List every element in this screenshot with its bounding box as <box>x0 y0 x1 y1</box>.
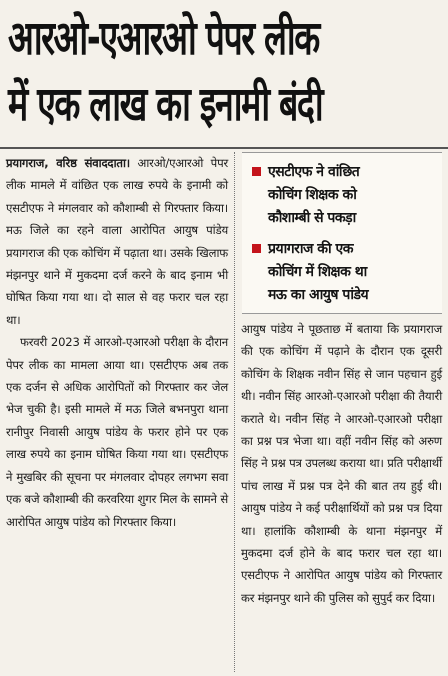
dateline: प्रयागराज, वरिष्ठ संवाददाता। <box>6 156 130 170</box>
right-column <box>241 318 442 609</box>
left-paragraph-1-text: आरओ/एआरओ पेपर लीक मामले में वांछित एक लाख रुपये के इनामी को एसटीएफ ने मंगलवार को कौशाम्बी से गिरफ्तार किया। मऊ जिले का रहने वाला आरोपित आयुष पांडेय प्रयागराज की एक कोचिंग में पढ़ाता था। उसके खिलाफ मंझनपुर थाने में मुकदमा दर्ज करने के बाद इनाम भी घोषित किया गया था। दो साल से वह फरार चल रहा था। <box>6 156 228 327</box>
left-paragraph-1 <box>6 152 228 331</box>
left-paragraph-2: फरवरी 2023 में आरओ-एआरओ परीक्षा के दौरान पेपर लीक का मामला आया था। एसटीएफ अब तक एक दर्जन से अधिक आरोपितों को गिरफ्तार कर जेल भेज चुकी है। इसी मामले में मऊ जिले बभनपुरा थाना रानीपुर निवासी आयुष पांडेय के फरार होने पर एक लाख रुपये का इनाम घोषित किया गया था। एसटीएफ ने मुखबिर की सूचना पर मंगलवार दोपहर लगभग सवा एक बजे कौशाम्बी की करवरिया शुगर मिल के सामने से आरोपित आयुष पांडेय को गिरफ्तार किया। <box>6 335 228 529</box>
red-square-bullet-icon <box>252 244 261 253</box>
highlight-2-line-2: कोचिंग में शिक्षक था <box>268 264 367 280</box>
column-divider <box>234 152 236 672</box>
right-paragraph-1: आयुष पांडेय ने पूछताछ में बताया कि प्रयागराज की एक कोचिंग में पढ़ाने के दौरान एक दूसरी कोचिंग के शिक्षक नवीन सिंह से जान पहचान हुई थी। नवीन सिंह आरओ-एआरओ परीक्षा की तैयारी कराते थे। नवीन सिंह ने आरओ-एआरओ परीक्षा का प्रश्न पत्र भेजा था। वहीं नवीन सिंह को अरुण सिंह ने प्रश्न पत्र उपलब्ध कराया था। प्रति परीक्षार्थी पांच लाख में प्रश्न पत्र देने की बात तय हुई थी। आयुष पांडेय ने कई परीक्षार्थियों को प्रश्न पत्र दिया था। हालांकि कौशाम्बी के थाना मंझनपुर में मुकदमा दर्ज होने के बाद फरार चल रहा था। एसटीएफ ने आरोपित आयुष पांडेय को गिरफ्तार कर मंझनपुर थाने की पुलिस को सुपुर्द कर दिया। <box>241 322 442 605</box>
highlight-item-1 <box>246 161 438 230</box>
highlight-1-line-1: एसटीएफ ने वांछित <box>268 164 360 180</box>
headline-divider <box>0 147 448 149</box>
highlight-item-2 <box>246 238 438 307</box>
headline-line-2: में एक लाख का इनामी बंदी <box>8 77 323 132</box>
highlight-1-line-3: कौशाम्बी से पकड़ा <box>268 210 356 226</box>
highlight-2-line-1: प्रयागराज की एक <box>268 241 353 257</box>
highlights-box <box>242 152 442 314</box>
headline <box>8 6 444 144</box>
red-square-bullet-icon <box>252 167 261 176</box>
left-column <box>6 152 228 533</box>
headline-line-1: आरओ-एआरओ पेपर लीक <box>8 11 319 66</box>
highlight-2-line-3: मऊ का आयुष पांडेय <box>268 287 369 303</box>
highlight-1-line-2: कोचिंग शिक्षक को <box>268 187 357 203</box>
